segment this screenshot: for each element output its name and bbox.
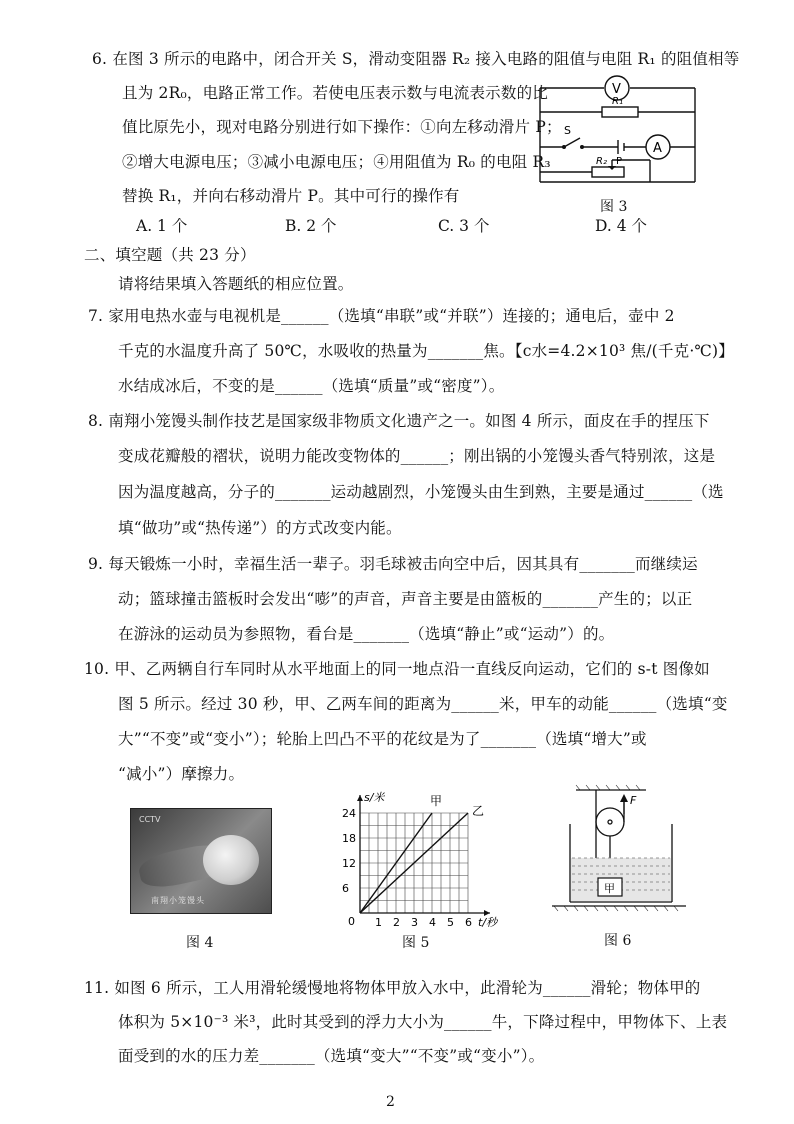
- dumpling-shape: [203, 835, 259, 885]
- q6-line-5: 替换 R₁，并向右移动滑片 P。其中可行的操作有: [122, 187, 460, 205]
- x-tick-label: 3: [411, 916, 418, 929]
- switch-label: S: [564, 124, 571, 137]
- y-axis-label: s/米: [364, 791, 385, 804]
- figure-6-caption: 图 6: [604, 933, 632, 949]
- voltmeter-label: V: [612, 82, 621, 97]
- q6-line-4: ②增大电源电压；③减小电源电压；④用阻值为 R₀ 的电阻 R₃: [122, 153, 551, 171]
- q6-option-b: B. 2 个: [285, 217, 337, 235]
- x-tick-label: 6: [465, 916, 472, 929]
- origin-label: 0: [348, 915, 355, 928]
- q11-line-2: 体积为 5×10⁻³ 米³，此时其受到的浮力大小为______牛，下降过程中，甲物体下、上表: [118, 1013, 728, 1031]
- pulley-wheel-icon: [596, 808, 624, 836]
- figure-3-circuit: [530, 72, 710, 192]
- series-label: 甲: [430, 794, 443, 808]
- section-title: 二、填空题（共 23 分）: [84, 246, 256, 264]
- force-arrow-icon: [620, 794, 628, 802]
- y-tick-label: 24: [342, 807, 356, 820]
- x-tick-label: 2: [393, 916, 400, 929]
- figure-5-chart: [330, 788, 510, 933]
- ammeter-label: A: [653, 141, 662, 156]
- tv-logo: CCTV: [139, 815, 161, 824]
- q8-line-2: 变成花瓣般的褶状，说明力能改变物体的______；刚出锅的小笼馒头香气特别浓，这是: [118, 447, 716, 465]
- q8-line-4: 填“做功”或“热传递”）的方式改变内能。: [118, 519, 402, 537]
- q7-line-2: 千克的水温度升高了 50℃，水吸收的热量为_______焦。【c水=4.2×10³ 焦/(千克·℃)】: [118, 342, 734, 360]
- q10-line-2: 图 5 所示。经过 30 秒，甲、乙两车间的距离为______米，甲车的动能______（选填“变: [118, 695, 728, 713]
- q6-line-1: 6. 在图 3 所示的电路中，闭合开关 S，滑动变阻器 R₂ 接入电路的阻值与电阻 R₁ 的阻值相等: [92, 50, 740, 68]
- x-tick-label: 5: [447, 916, 454, 929]
- q9-line-3: 在游泳的运动员为参照物，看台是_______（选填“静止”或“运动”）的。: [118, 625, 615, 643]
- x-tick-label: 4: [429, 916, 436, 929]
- section-note: 请将结果填入答题纸的相应位置。: [118, 275, 354, 293]
- q6-line-2: 且为 2R₀，电路正常工作。若使电压表示数与电流表示数的比: [122, 84, 548, 102]
- q8-line-3: 因为温度越高，分子的_______运动越剧烈，小笼馒头由生到熟，主要是通过______（选: [118, 483, 724, 501]
- series-label: 乙: [472, 804, 485, 818]
- y-tick-label: 18: [342, 832, 356, 845]
- y-tick-label: 6: [342, 882, 349, 895]
- q6-line-3: 值比原先小，现对电路分别进行如下操作：①向左移动滑片 P；: [122, 118, 562, 136]
- x-tick-label: 1: [375, 916, 382, 929]
- page-number: 2: [386, 1094, 395, 1110]
- y-tick-label: 12: [342, 857, 356, 870]
- q11-line-1: 11. 如图 6 所示，工人用滑轮缓慢地将物体甲放入水中，此滑轮为______滑轮；物体甲的: [84, 979, 701, 997]
- figure-3-caption: 图 3: [600, 199, 628, 215]
- q7-line-1: 7. 家用电热水壶与电视机是______（选填“串联”或“并联”）连接的；通电后，壶中 2: [88, 307, 675, 325]
- figure-4-photo: [130, 808, 272, 914]
- q10-line-4: “减小”）摩擦力。: [118, 765, 245, 783]
- q9-line-2: 动；篮球撞击篮板时会发出“嘭”的声音，声音主要是由篮板的_______产生的；以正: [118, 590, 693, 608]
- q10-line-3: 大”“不变”或“变小”）；轮胎上凹凸不平的花纹是为了_______（选填“增大”或: [118, 730, 647, 748]
- object-label: 甲: [604, 882, 615, 895]
- q6-option-c: C. 3 个: [438, 217, 490, 235]
- q8-line-1: 8. 南翔小笼馒头制作技艺是国家级非物质文化遗产之一。如图 4 所示，面皮在手的捏压下: [88, 412, 710, 430]
- force-label: F: [630, 794, 637, 807]
- photo-subtitle: 南翔小笼馒头: [151, 896, 205, 905]
- q6-option-a: A. 1 个: [136, 217, 188, 235]
- y-axis-arrow-icon: [357, 795, 363, 801]
- figure-5-caption: 图 5: [402, 935, 430, 951]
- r1-label: R₁: [612, 96, 623, 107]
- figure-4-caption: 图 4: [186, 935, 214, 951]
- x-axis-label: t/秒: [478, 916, 498, 929]
- q11-line-3: 面受到的水的压力差_______（选填“变大”“不变”或“变小”）。: [118, 1047, 545, 1065]
- q7-line-3: 水结成冰后，不变的是______（选填“质量”或“密度”）。: [118, 377, 505, 395]
- figure-6-pulley: [546, 784, 696, 914]
- q6-option-d: D. 4 个: [595, 217, 648, 235]
- q9-line-1: 9. 每天锻炼一小时，幸福生活一辈子。羽毛球被击向空中后，因其具有_______而继续运: [88, 555, 698, 573]
- q10-line-1: 10. 甲、乙两辆自行车同时从水平地面上的同一地点沿一直线反向运动，它们的 s-t 图像如: [84, 660, 710, 678]
- slider-label: P: [616, 156, 623, 167]
- r2-label: R₂: [596, 156, 607, 167]
